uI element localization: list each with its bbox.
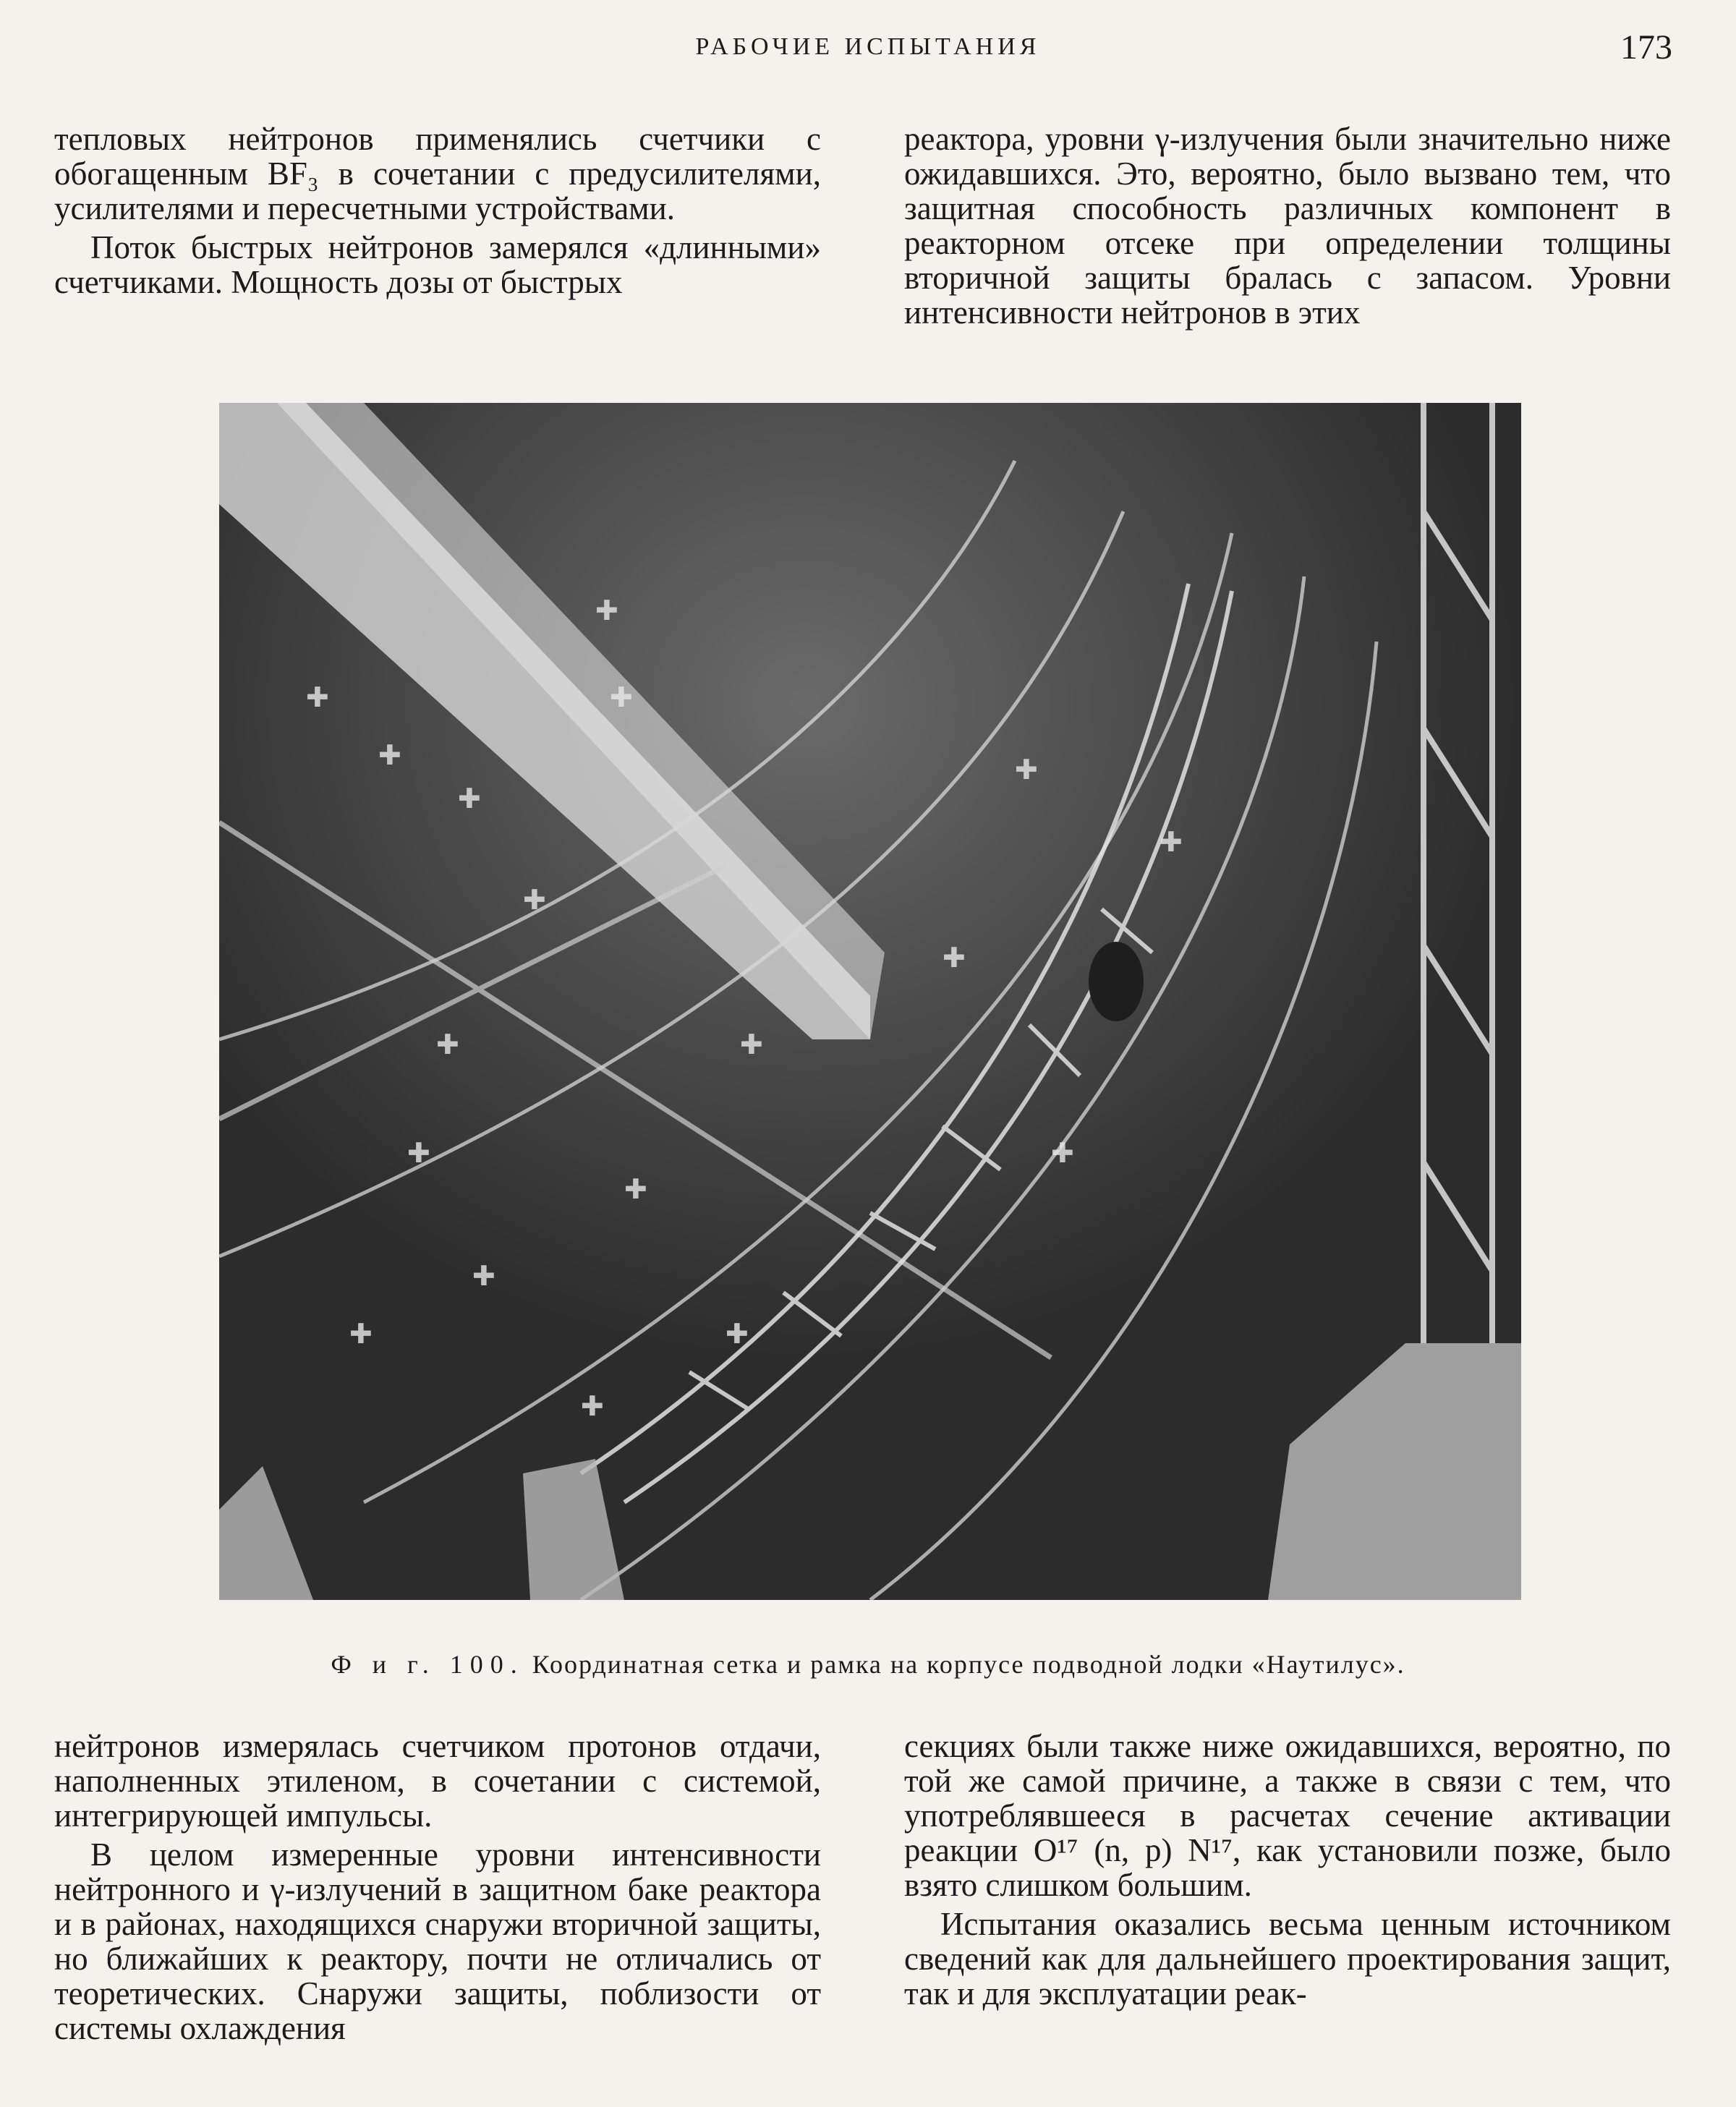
svg-text:✚: ✚ <box>740 1029 763 1060</box>
paragraph: Поток быстрых нейтронов замерялся «длинными» счетчиками. Мощность дозы от быстрых <box>54 229 821 300</box>
svg-text:✚: ✚ <box>436 1029 459 1060</box>
svg-text:✚: ✚ <box>306 681 329 713</box>
svg-text:✚: ✚ <box>349 1318 373 1350</box>
svg-text:✚: ✚ <box>472 1260 495 1292</box>
svg-text:✚: ✚ <box>581 1390 604 1422</box>
text-column-top-left <box>54 122 821 299</box>
svg-text:✚: ✚ <box>624 1173 647 1205</box>
svg-text:✚: ✚ <box>1015 754 1038 786</box>
figure-caption <box>0 1649 1736 1680</box>
paragraph: тепловых нейтронов применялись счетчики с обогащенным BF₃ в сочетании с предусилителями, усилителями и пересчетными устройствами. <box>54 121 821 226</box>
svg-text:✚: ✚ <box>523 884 546 916</box>
paragraph: В целом измеренные уровни интенсивности нейтронного и γ-излучений в защитном баке реактора и в районах, находящихся снаружи вторичной защиты, но ближайших к реактору, почти не отличались от теоретических. Снаружи защиты, поблизости от системы охлаждения <box>54 1836 821 2046</box>
svg-text:✚: ✚ <box>1160 826 1183 858</box>
page-number: 173 <box>1620 28 1672 67</box>
running-head: РАБОЧИЕ ИСПЫТАНИЯ <box>695 33 1041 60</box>
svg-text:✚: ✚ <box>378 739 401 771</box>
svg-text:✚: ✚ <box>595 595 618 626</box>
svg-text:✚: ✚ <box>458 783 481 814</box>
paragraph: секциях были также ниже ожидавшихся, вероятно, по той же самой причине, а также в связи с тем, что употреблявшееся в расчетах сечение активации реакции O¹⁷ (n, p) N¹⁷, как установили позже, было взято слишком большим. <box>904 1728 1671 1903</box>
caption-label: Ф и г. 100. <box>331 1650 524 1679</box>
submarine-hull-grid-photo <box>219 403 1521 1600</box>
svg-text:✚: ✚ <box>407 1137 430 1169</box>
svg-text:✚: ✚ <box>610 681 633 713</box>
svg-text:✚: ✚ <box>943 942 966 974</box>
paragraph: реактора, уровни γ-излучения были значительно ниже ожидавшихся. Это, вероятно, было вызвано тем, что защитная способность различных компонент в реакторном отсеке при определении толщины вторичной защиты бралась с запасом. Уровни интенсивности нейтронов в этих <box>904 121 1671 331</box>
svg-text:✚: ✚ <box>726 1318 749 1350</box>
figure-photo <box>219 403 1521 1600</box>
caption-text: Координатная сетка и рамка на корпусе подводной лодки «Наутилус». <box>532 1650 1405 1679</box>
svg-text:✚: ✚ <box>1051 1137 1074 1169</box>
paragraph: нейтронов измерялась счетчиком протонов отдачи, наполненных этиленом, в сочетании с системой, интегрирующей импульсы. <box>54 1728 821 1834</box>
paragraph: Испытания оказались весьма ценным источником сведений как для дальнейшего проектирования защит, так и для эксплуатации реак- <box>904 1906 1671 2012</box>
text-column-bottom-right <box>904 1729 1671 2011</box>
text-column-bottom-left <box>54 1729 821 2046</box>
text-column-top-right <box>904 122 1671 330</box>
